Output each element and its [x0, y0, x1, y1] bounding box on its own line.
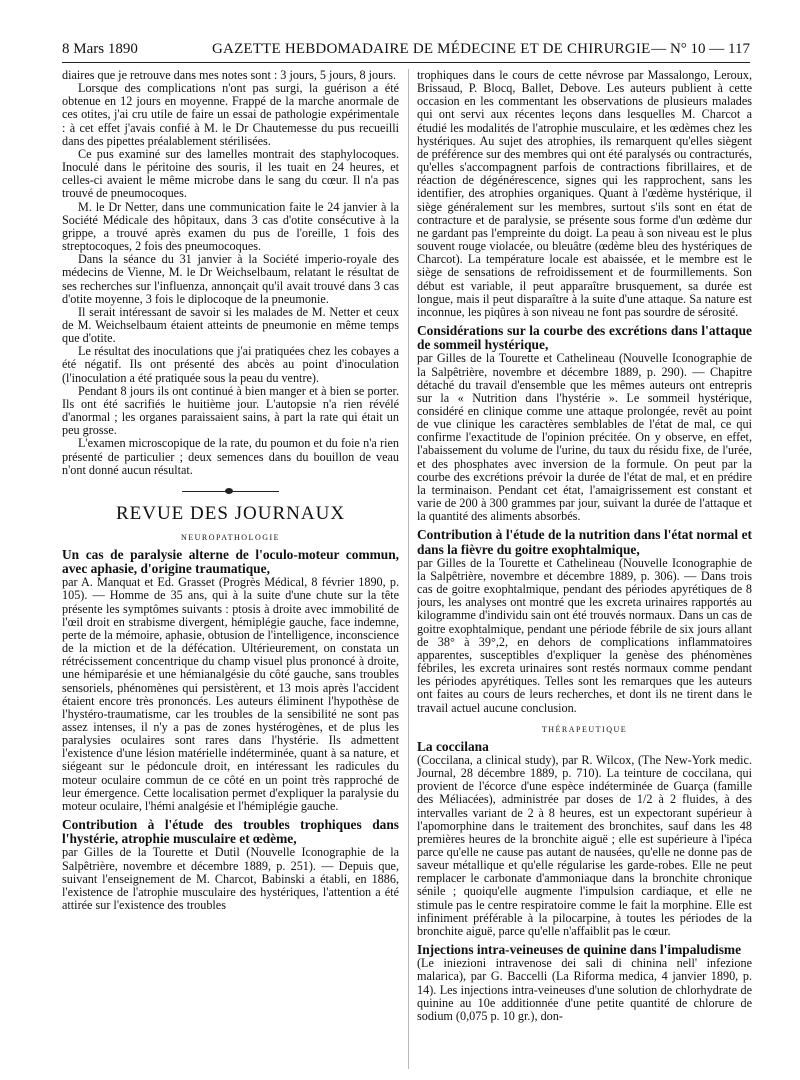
paragraph: Lorsque des complications n'ont pas surgi, la guérison a été obtenue en 12 jours en moyenne. Frappé de la marche anormale de ces otites, j'ai cru utile de faire un essai de pathologie expérimentale : à cet effet j'avais confié à M. le Dr Chautemesse du pus recueilli dans des pipettes préalablement stérilisées.: [62, 81, 399, 148]
section-separator: [62, 489, 399, 495]
article-body: (Coccilana, a clinical study), par R. Wilcox, (The New-York medic. Journal, 28 décembre 1889, p. 710). La teinture de coccilana, qui provient de l'écorce d'une espèce indéterminée de Guarça (famille des Méliacées), administrée par doses de 1/2 à 2 fluides, à des intervalles variant de 2 à 8 heures, est un expectorant supérieur à l'apomorphine dans le traitement des bronchites, sauf dans les 48 premières heures de la bronchite aiguë ; elle est supérieure à l'ipéca parce qu'elle ne cause pas autant de nausées, qu'elle ne donne pas de saveur métallique et qu'elle régularise les garde-robes. Elle ne peut remplacer le carbonate d'ammoniaque dans la bronchite chronique sénile ; quoiqu'elle augmente l'impulsion cardiaque, et elle ne stimule pas le centre respiratoire comme le fait la morphine. Elle est infiniment préférable à la pilocarpine, à toutes les périodes de la bronchite aiguë, parce qu'elle n'affaiblit pas le cœur.: [417, 752, 752, 938]
paragraph: Il serait intéressant de savoir si les malades de M. Netter et ceux de M. Weichselbaum étaient atteints de pneumonie en même temps que d'otite.: [62, 304, 399, 346]
header-page-number: — N° 10 — 117: [651, 41, 750, 57]
header-date: 8 Mars 1890: [62, 41, 138, 57]
paragraph: diaires que je retrouve dans mes notes sont : 3 jours, 5 jours, 8 jours.: [62, 69, 397, 82]
paragraph: Dans la séance du 31 janvier à la Société imperio-royale des médecins de Vienne, M. le Dr Weichselbaum, relatant le résultat de ses recherches sur l'influenza, annonçait qu'il avait trouvé dans 3 cas d'otite moyenne, 3 fois le diplocoque de la pneumonie.: [62, 252, 399, 306]
left-column: [62, 69, 399, 1069]
article-body: par Gilles de la Tourette et Dutil (Nouvelle Iconographie de la Salpêtrière, novembre et décembre 1889, p. 251). — Depuis que, suivant l'enseignement de M. Charcot, Babinski a établi, en 1886, l'existence de l'atrophie musculaire des hystériques, l'attention a été attirée sur l'existence des troubles: [62, 845, 399, 913]
section-label-neuropathologie: NEUROPATHOLOGIE: [180, 532, 281, 542]
article-body: (Le iniezioni intravenose dei sali di chinina nell' infezione malarica), par G. Baccelli (La Riforma medica, 4 janvier 1890, p. 14). Les injections intra-veineuses d'une solution de chlorhydrate de quinine au 10e additionnée d'une petite quantité de chlorure de sodium (0,075 p. 10 gr.), don-: [417, 956, 752, 1023]
article-body: par Gilles de la Tourette et Cathelineau (Nouvelle Iconographie de la Salpêtrière, novembre et décembre 1889, p. 290). — Chapitre détaché du travail d'ensemble que les mêmes auteurs ont entrepris sur la « Nutrition dans l'hystérie ». Le sommeil hystérique, considéré en clinique comme une attaque prolongée, revêt au point de vue clinique les caractères semblables de l'état de mal, ce qui confirme l'exactitude de l'opinion précitée. On y observe, en effet, l'abaissement du volume de l'urine, du taux du résidu fixe, de l'urée, et des phosphates avec inversion de la formule. On peut par la courbe des excrétions prévoir la durée de l'état de mal, et en prédire la terminaison. Pendant cet état, l'amaigrissement est constant et varie de 200 à 300 grammes par jour, suivant la durée de l'attaque et la quantité des aliments absorbés.: [417, 351, 752, 524]
header-title: GAZETTE HEBDOMADAIRE DE MÉDECINE ET DE CHIRURGIE: [212, 41, 651, 57]
column-rule: [408, 69, 409, 1069]
paragraph: Le résultat des inoculations que j'ai pratiquées chez les cobayes a été négatif. Ils ont présenté des abcès au point d'inoculation (l'inoculation a été pratiquée sous la peau du ventre).: [62, 344, 399, 385]
paragraph: trophiques dans le cours de cette névrose par Massalongo, Leroux, Brissaud, P. Blocq, Ballet, Debove. Les auteurs publient à cette occasion en les commentant les observations de plusieurs malades qui ont servi aux récentes leçons dans lesquelles M. Charcot a étudié les modalités de l'atrophie musculaire, et les œdèmes chez les hystériques. Au sujet des atrophies, ils remarquent qu'elles siègent de préférence sur des membres qui ont été paralysés ou contracturés, qu'elles s'accompagnent parfois de contractions fibrillaires, et de réaction de dégénérescence, signes qui les rapprochent, sans les identifier, des atrophies organiques. Quant à l'œdème hystérique, il siège généralement sur les membres, surtout s'ils sont en état de contracture et de paralysie, se présente sous forme d'un œdème dur ne gardant pas l'empreinte du doigt. La peau à son niveau est le plus souvent rouge violacée, ou bleuâtre (œdème bleu des hystériques de Charcot). La température locale est abaissée, et le membre est le siège de sensations de refroidissement et de fourmillements. Son début est variable, il peut apparaître brusquement, sa durée est longue, mais il peut disparaître à la suite d'une attaque. Sa nature est inconnue, les piqûres à son niveau ne font pas sourdre de sérosité.: [417, 69, 752, 319]
article-title: Contribution à l'étude de la nutrition dans l'état normal et dans la fièvre du goitre exophtalmique,: [417, 527, 752, 557]
revue-title: REVUE DES JOURNAUX: [115, 502, 346, 524]
article-title: Considérations sur la courbe des excrétions dans l'attaque de sommeil hystérique,: [417, 322, 752, 353]
right-column: [417, 69, 752, 1069]
article-title: Injections intra-veineuses de quinine dans l'impaludisme: [417, 942, 742, 958]
paragraph: L'examen microscopique de la rate, du poumon et du foie n'a rien présenté de particulier ; deux semences dans du bouillon de veau n'ont donné aucun résultat.: [62, 436, 399, 477]
page-header: [62, 40, 750, 58]
paragraph: M. le Dr Netter, dans une communication faite le 24 janvier à la Société Médicale des hôpitaux, dans 3 cas d'otite consécutive à la grippe, a trouvé après examen du pus de l'oreille, 1 fois des streptocoques, 2 fois des pneumocoques.: [62, 199, 399, 254]
section-label-therapeutique: THÉRAPEUTIQUE: [541, 724, 628, 734]
paragraph: Pendant 8 jours ils ont continué à bien manger et à bien se porter. Ils ont été sacrifiés le huitième jour. L'autopsie n'a rien révélé d'anormal ; les organes paraissaient sains, à part la rate qui était un peu grosse.: [62, 383, 399, 438]
paragraph: Ce pus examiné sur des lamelles montrait des staphylocoques. Inoculé dans le péritoine des souris, il les tuait en 24 heures, et celles-ci avaient le même microbe dans le sang du cœur. Il n'a pas trouvé de pneumocoques.: [62, 146, 399, 201]
article-title: Un cas de paralysie alterne de l'oculo-moteur commun, avec aphasie, d'origine traumatique,: [62, 546, 399, 577]
header-rule: [62, 62, 750, 63]
article-title: Contribution à l'étude des troubles trophiques dans l'hystérie, atrophie musculaire et œdème,: [62, 817, 399, 847]
article-body: par A. Manquat et Ed. Grasset (Progrès Médical, 8 février 1890, p. 105). — Homme de 35 ans, qui à la suite d'une chute sur la tête présente les symptômes suivants : ptosis à droite avec immobilité de l'œil droit en strabisme divergent, hémiplégie gauche, face indemne, perte de la mémoire, aphasie, obtusion de l'intelligence, inconscience de la miction et de la défécation. Ultérieurement, on constata un rétrécissement concentrique du champ visuel plus prononcé à droite, une hémiparésie et une hémianalgésie du côté gauche, sans troubles sensoriels, phénomènes qui persistèrent, et 13 mois après l'accident étaient encore très prononcés. Les auteurs éliminent l'hypothèse de l'hystéro-traumatisme, car les troubles de la sensibilité ne sont pas assez intenses, il n'y a pas de zones hystérogènes, et de plus les paralysies oculaires sont rares dans l'hystérie. Ils admettent l'existence d'une lésion matérielle indéterminée, quant à sa nature, et siégeant sur le pédoncule droit, en intéressant les radicules du moteur oculaire commun de ce côté en un point très rapproché de leur émergence. Cette localisation permet d'expliquer la paralysie du moteur oculaire, l'hémi analgésie et l'hémiplégie gauche.: [62, 575, 399, 813]
article-body: par Gilles de la Tourette et Cathelineau (Nouvelle Iconographie de la Salpêtrière, novembre et décembre 1889, p. 306). — Dans trois cas de goitre exophtalmique, pendant des périodes apyrétiques de 8 jours, les analyses ont montré que les excreta urinaires rapportés au kilogramme d'individu sain ont été trouvés normaux. Dans un cas de goitre exophtalmique, pendant une période fébrile de six jours allant de 38° à 39°,2, en dehors de complications inflammatoires apparentes, susceptibles d'expliquer la genèse des phénomènes fébriles, les excreta urinaires sont restés normaux comme pendant les périodes apyrétiques. Telles sont les remarques que les auteurs ont faites au cours de leurs recherches, et dont ils ne tirent dans le travail actuel aucune conclusion.: [417, 555, 752, 715]
article-title: La coccilana: [417, 738, 489, 754]
